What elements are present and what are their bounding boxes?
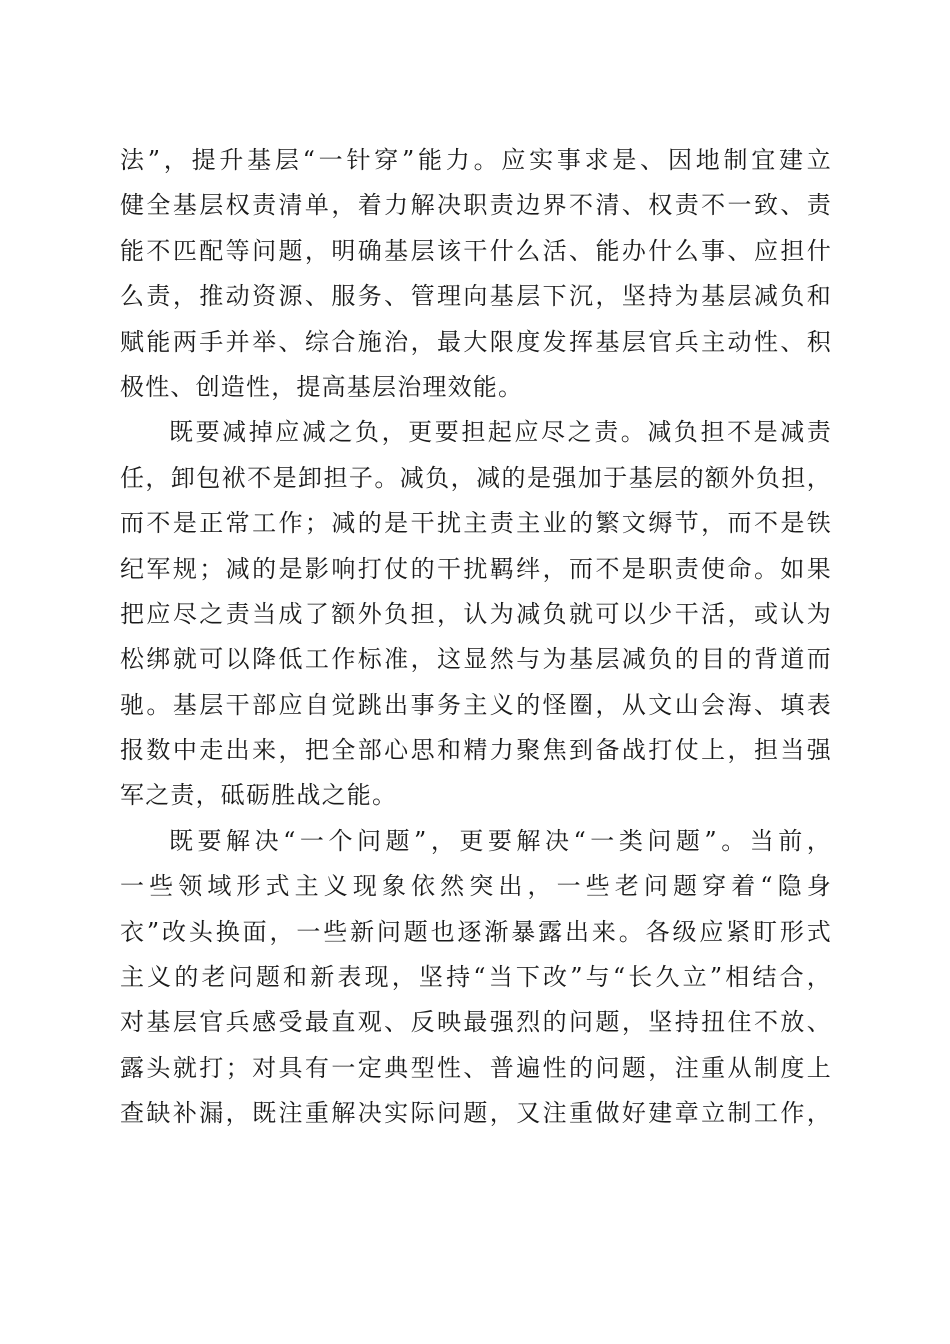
- text-line: 衣”改头换面，一些新问题也逐渐暴露出来。各级应紧盯形式: [120, 917, 832, 946]
- body-text: [120, 138, 832, 1137]
- paragraph-1: [120, 138, 832, 410]
- text-line: 既要解决“一个问题”，更要解决“一类问题”。当前，: [169, 826, 832, 855]
- text-line: 纪军规；减的是影响打仗的干扰羁绊，而不是职责使命。如果: [120, 554, 832, 583]
- paragraph-2: [120, 410, 832, 819]
- text-line: 既要减掉应减之负，更要担起应尽之责。减负担不是减责: [169, 418, 832, 447]
- text-line: 极性、创造性，提高基层治理效能。: [120, 372, 524, 401]
- text-line: 法”，提升基层“一针穿”能力。应实事求是、因地制宜建立: [120, 146, 832, 174]
- text-line: 主义的老问题和新表现，坚持“当下改”与“长久立”相结合，: [120, 963, 832, 992]
- paragraph-3: [120, 819, 832, 1137]
- text-line: 赋能两手并举、综合施治，最大限度发挥基层官兵主动性、积: [120, 327, 832, 356]
- text-line: 一些领域形式主义现象依然突出，一些老问题穿着“隐身: [120, 872, 832, 901]
- text-line: 查缺补漏，既注重解决实际问题，又注重做好建章立制工作，: [120, 1099, 832, 1128]
- text-line: 健全基层权责清单，着力解决职责边界不清、权责不一致、责: [120, 191, 832, 220]
- text-line: 松绑就可以降低工作标准，这显然与为基层减负的目的背道而: [120, 645, 832, 674]
- text-line: 把应尽之责当成了额外负担，认为减负就可以少干活，或认为: [120, 599, 832, 628]
- text-line: 么责，推动资源、服务、管理向基层下沉，坚持为基层减负和: [120, 282, 832, 311]
- text-line: 而不是正常工作；减的是干扰主责主业的繁文缛节，而不是铁: [120, 509, 832, 538]
- text-line: 报数中走出来，把全部心思和精力聚焦到备战打仗上，担当强: [120, 736, 832, 765]
- text-line: 任，卸包袱不是卸担子。减负，减的是强加于基层的额外负担，: [120, 463, 832, 492]
- text-line: 对基层官兵感受最直观、反映最强烈的问题，坚持扭住不放、: [120, 1008, 832, 1037]
- text-line: 露头就打；对具有一定典型性、普遍性的问题，注重从制度上: [120, 1053, 832, 1082]
- text-line: 能不匹配等问题，明确基层该干什么活、能办什么事、应担什: [120, 236, 832, 265]
- text-line: 驰。基层干部应自觉跳出事务主义的怪圈，从文山会海、填表: [120, 690, 832, 719]
- text-line: 军之责，砥砺胜战之能。: [120, 781, 398, 810]
